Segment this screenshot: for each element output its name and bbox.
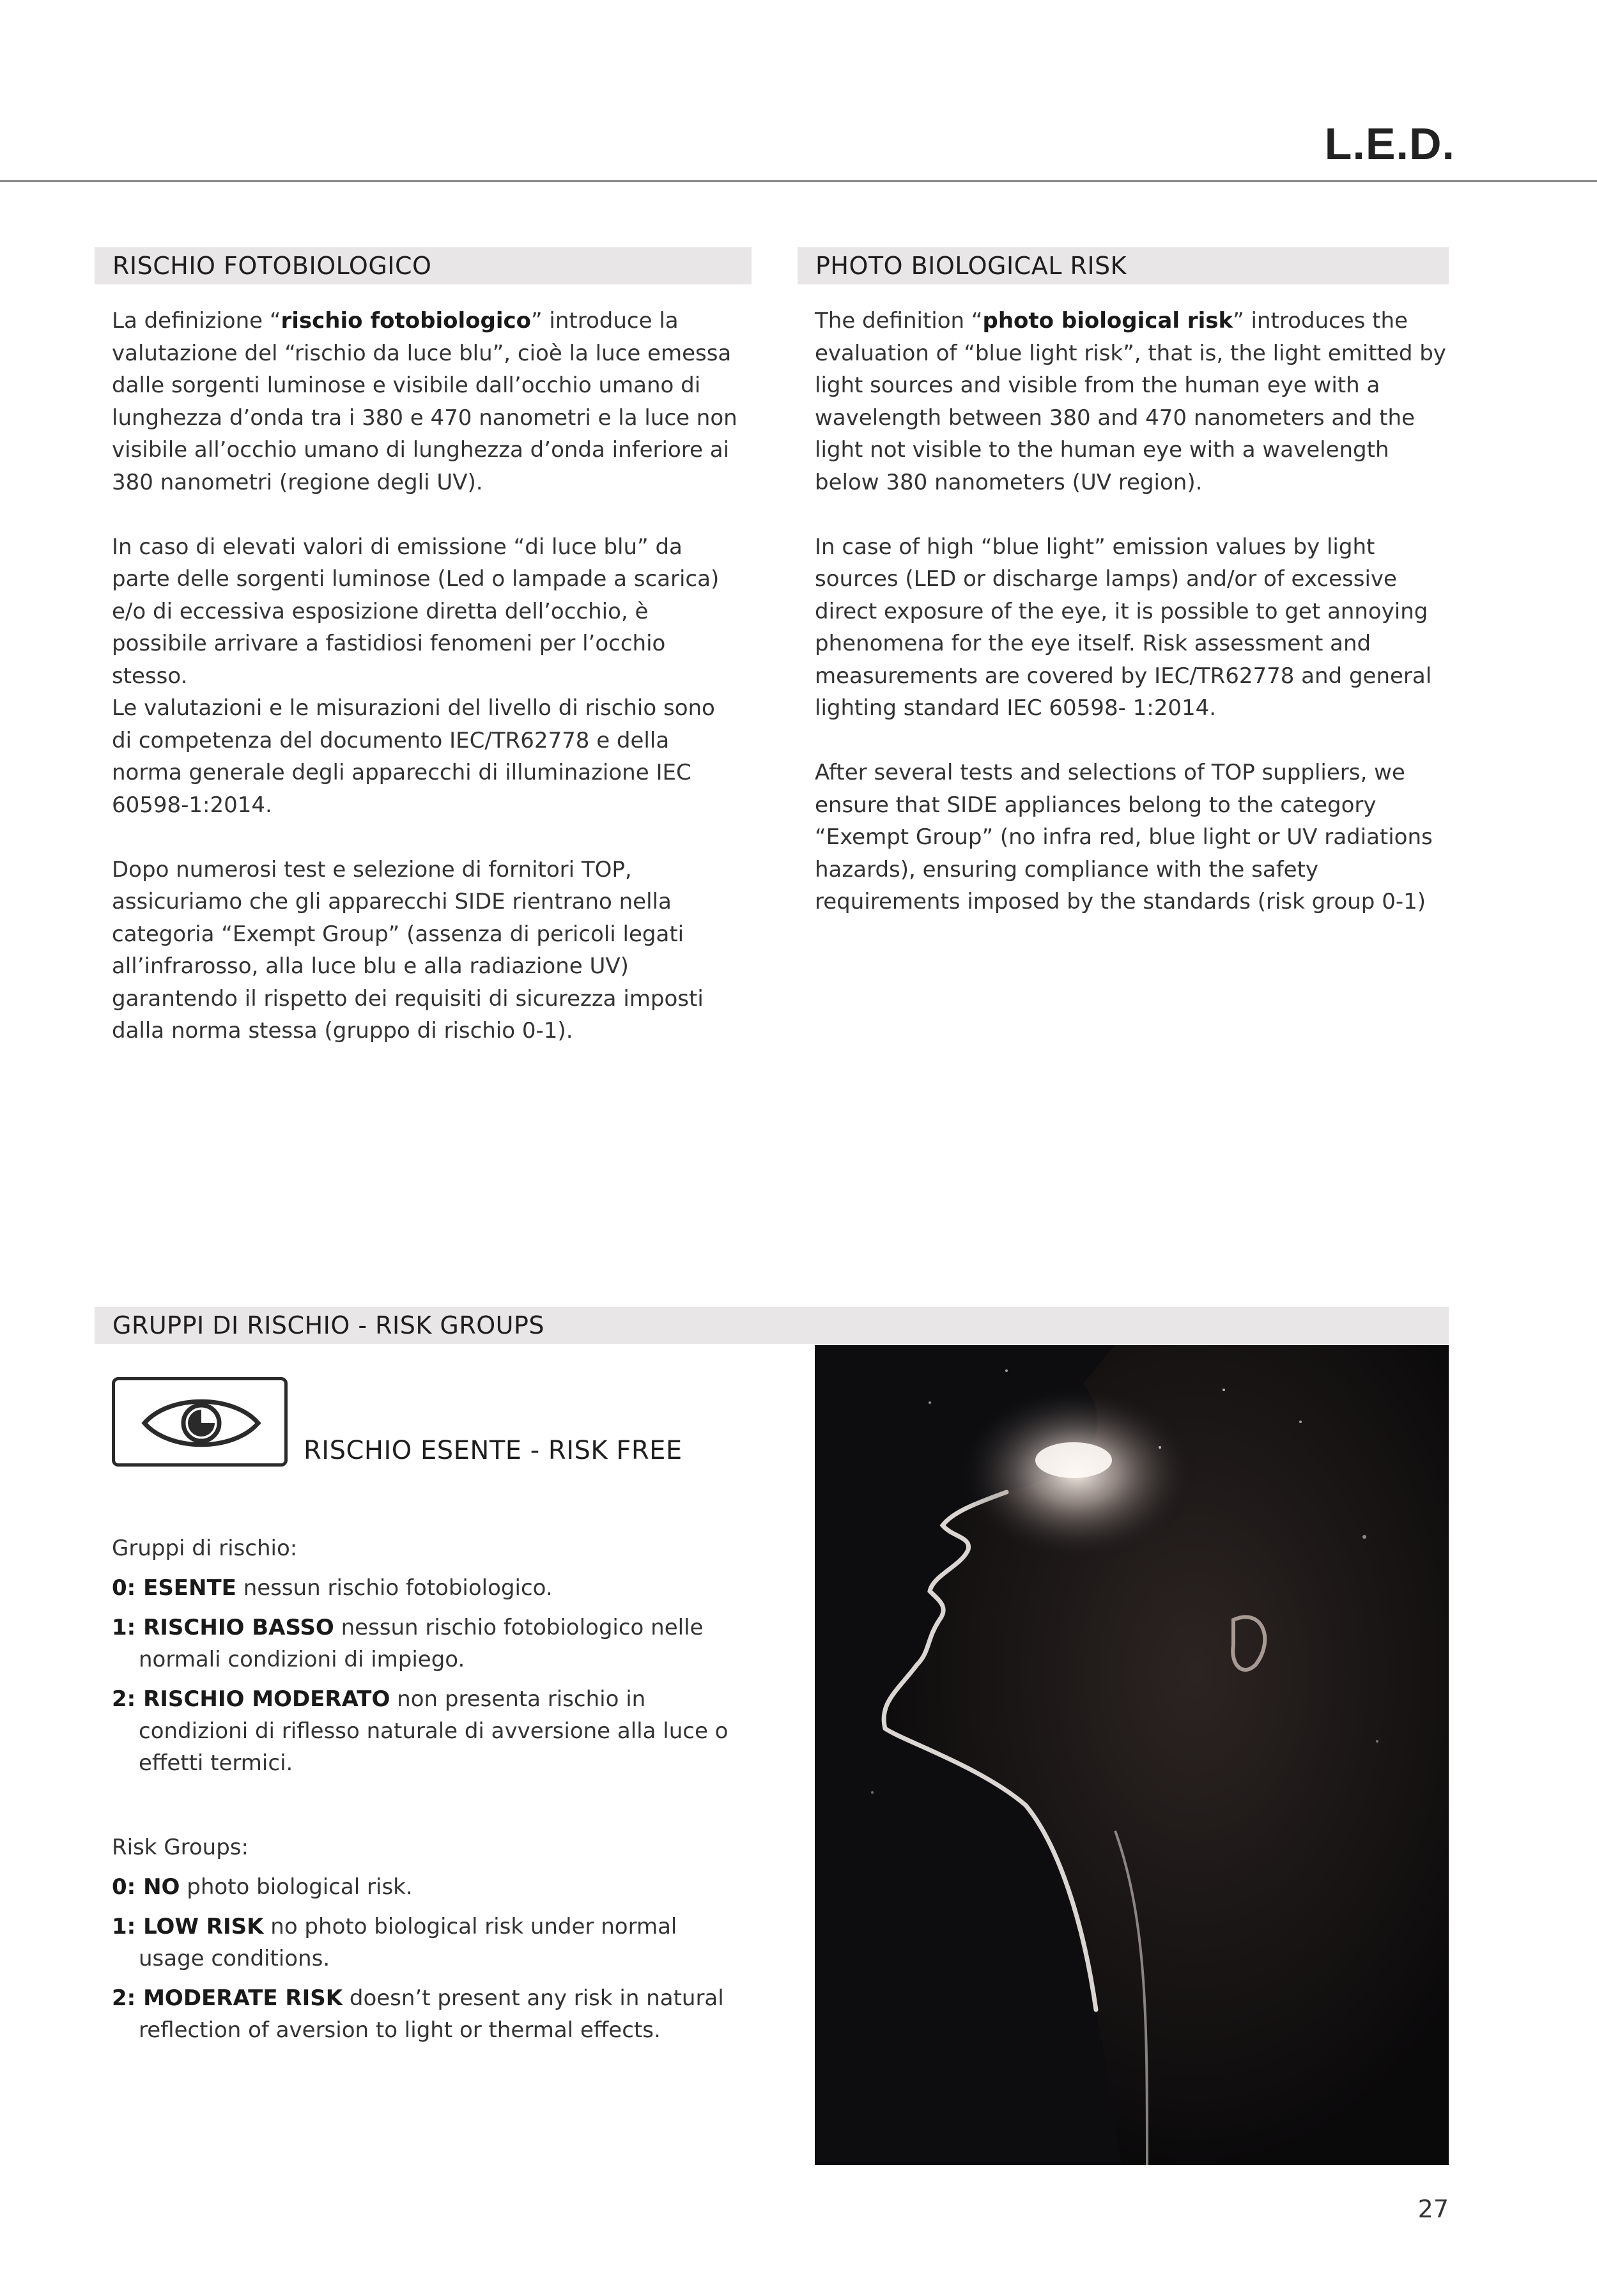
risk-group-item: 2: MODERATE RISK doesn’t present any risk in natural reflection of aversion to light or thermal effects. bbox=[112, 1985, 724, 2043]
header-rule bbox=[0, 180, 1597, 182]
risk-group-item: 1: RISCHIO BASSO nessun rischio fotobiologico nelle normali condizioni di impiego. bbox=[112, 1615, 704, 1672]
risk-groups-it-heading: Gruppi di rischio: bbox=[112, 1536, 298, 1561]
risk-group-item: 0: ESENTE nessun rischio fotobiologico. bbox=[112, 1575, 553, 1601]
paragraph-en-2: In case of high “blue light” emission values by light sources (LED or discharge lamps) and/or of excessive direct exposure of the eye, it is possible to get annoying phenomena for the eye itself. Risk assessment and measurements are covered by IEC/TR62778 and general lighting standard IEC 60598- 1:2014. bbox=[815, 534, 1432, 721]
risk-groups-en bbox=[112, 1831, 738, 2046]
paragraph-it-3: Dopo numerosi test e selezione di fornitori TOP, assicuriamo che gli apparecchi SIDE rientrano nella categoria “Exempt Group” (assenza di pericoli legati all’infrarosso, alla luce blu e alla radiazione UV) garantendo il rispetto dei requisiti di sicurezza imposti dalla norma stessa (gruppo di rischio 0-1). bbox=[112, 856, 704, 1044]
risk-groups-en-heading: Risk Groups: bbox=[112, 1835, 249, 1860]
paragraph-en-1: The definition “photo biological risk” introduces the evaluation of “blue light risk”, that is, the light emitted by light sources and visible from the human eye with a wavelength between 380 and 470 nanometers and the light not visible to the human eye with a wavelength below 380 nanometers (UV region). bbox=[815, 308, 1446, 495]
column-it bbox=[112, 305, 741, 1079]
paragraph-it-1: La definizione “rischio fotobiologico” introduce la valutazione del “rischio da luce blu”, cioè la luce emessa dalle sorgenti luminose e visibile dall’occhio umano di lunghezza d’onda tra i 380 e 470 nanometri e la luce non visibile all’occhio umano di lunghezza d’onda inferiore ai 380 nanometri (regione degli UV). bbox=[112, 308, 737, 495]
risk-free-badge bbox=[112, 1377, 288, 1467]
risk-free-label: RISCHIO ESENTE - RISK FREE bbox=[304, 1436, 683, 1465]
risk-group-item: 1: LOW RISK no photo biological risk under normal usage conditions. bbox=[112, 1914, 677, 1971]
section-title-groups: GRUPPI DI RISCHIO - RISK GROUPS bbox=[95, 1307, 1449, 1344]
section-title-it: RISCHIO FOTOBIOLOGICO bbox=[95, 247, 752, 284]
page-number: 27 bbox=[1417, 2195, 1449, 2223]
column-en bbox=[815, 305, 1447, 950]
face-profile-photo bbox=[815, 1345, 1449, 2165]
paragraph-en-3: After several tests and selections of TOP suppliers, we ensure that SIDE appliances belong to the category “Exempt Group” (no infra red, blue light or UV radiations hazards), ensuring compliance with the safety requirements imposed by the standards (risk group 0-1) bbox=[815, 760, 1433, 914]
risk-group-item: 2: RISCHIO MODERATO non presenta rischio in condizioni di riflesso naturale di avversione alla luce o effetti termici. bbox=[112, 1686, 729, 1776]
section-title-en: PHOTO BIOLOGICAL RISK bbox=[798, 247, 1449, 284]
brand-title: L.E.D. bbox=[1324, 119, 1455, 169]
risk-group-item: 0: NO photo biological risk. bbox=[112, 1874, 413, 1900]
risk-groups-it bbox=[112, 1532, 738, 1779]
eye-icon bbox=[141, 1394, 262, 1452]
paragraph-it-2: In caso di elevati valori di emissione “di luce blu” da parte delle sorgenti luminose (Led o lampade a scarica) e/o di eccessiva esposizione diretta dell’occhio, è possibile arrivare a fastidiosi fenomeni per l’occhio stesso. Le valutazioni e le misurazioni del livello di rischio sono di competenza del documento IEC/TR62778 e della norma generale degli apparecchi di illuminazione IEC 60598-1:2014. bbox=[112, 534, 720, 818]
